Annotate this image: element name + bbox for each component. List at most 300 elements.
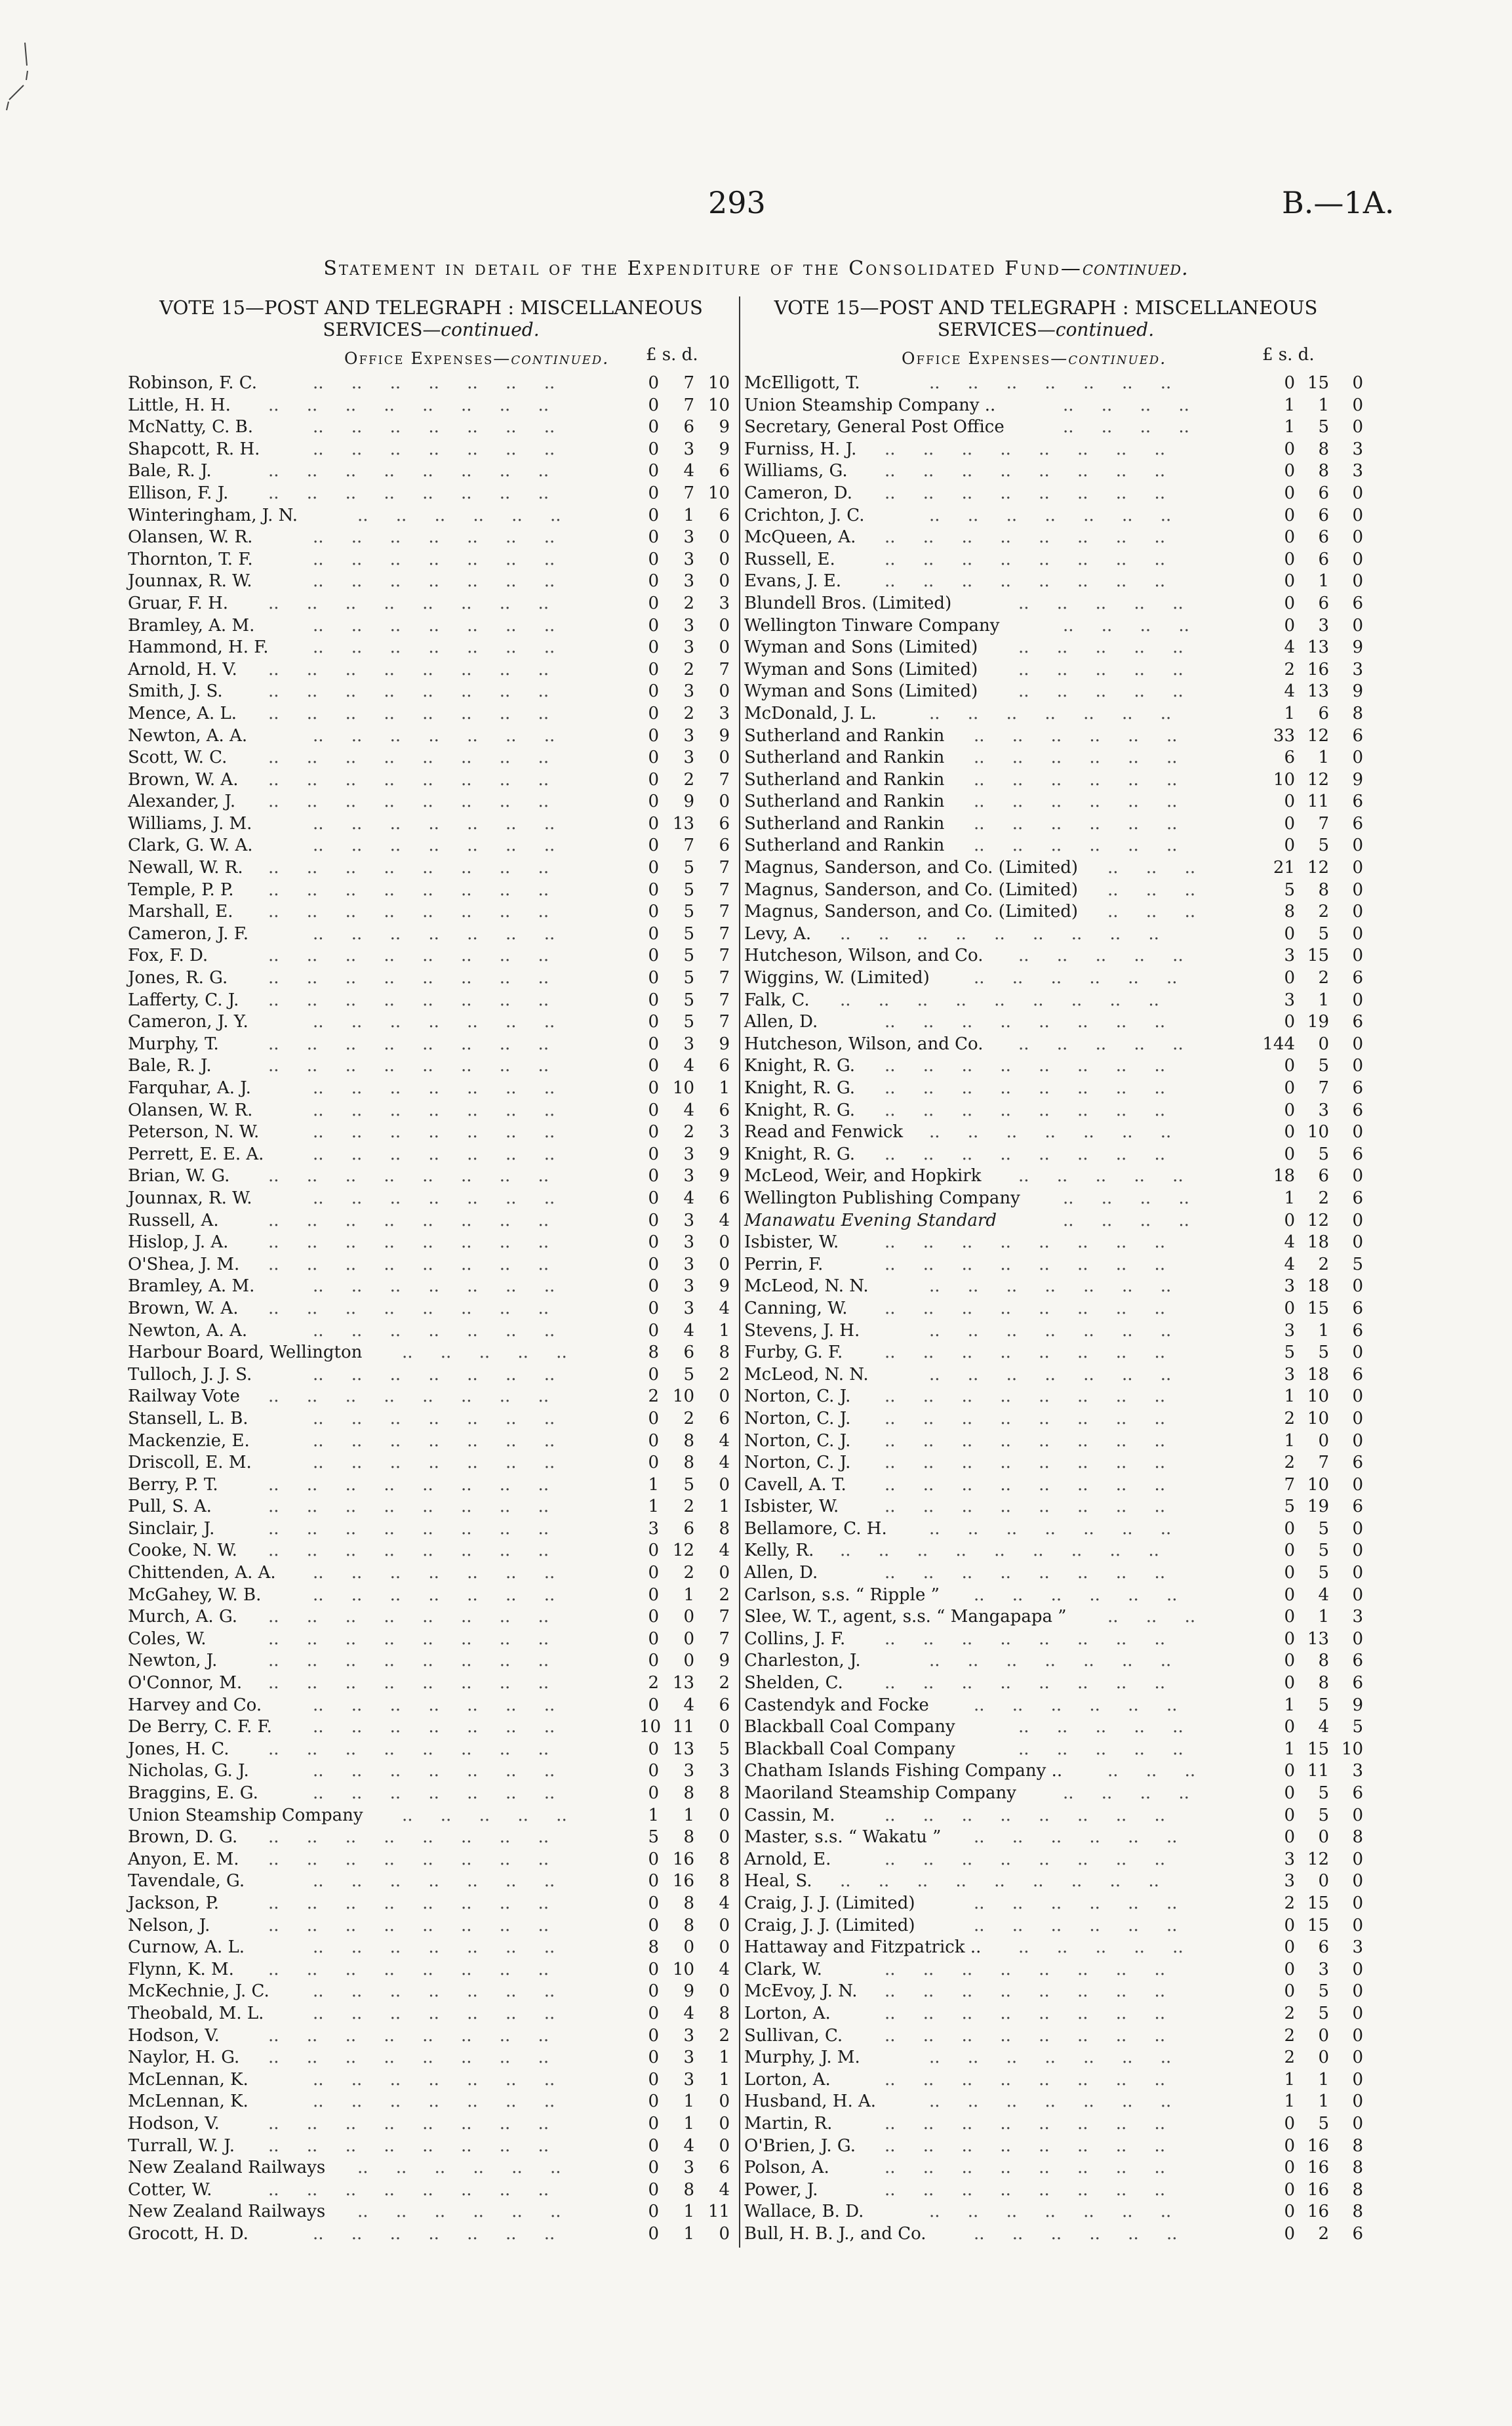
expense-row [744, 1452, 1363, 1474]
pence-value: 7 [719, 858, 730, 878]
leader-dots: .. .. .. .. .. .. .. .. [268, 1034, 549, 1054]
pounds-value: 0 [648, 615, 659, 636]
leader-dots: .. .. .. .. .. .. .. [313, 417, 555, 437]
leader-dots: .. .. .. .. .. .. .. .. [885, 549, 1166, 569]
expense-row [128, 460, 734, 483]
payee-name: McDonald, J. L. [744, 703, 877, 723]
pence-value: 7 [719, 1607, 730, 1627]
pounds-value: 0 [648, 1100, 659, 1120]
expense-row [744, 1915, 1363, 1937]
pounds-value: 0 [1284, 1518, 1295, 1539]
expense-row [128, 747, 734, 769]
pounds-value: 10 [639, 1717, 662, 1737]
leader-dots: .. .. .. .. .. .. .. .. [885, 527, 1166, 548]
shillings-value: 2 [1318, 1254, 1329, 1274]
payee-name: Shelden, C. [744, 1673, 843, 1693]
expense-row [128, 1276, 734, 1298]
pounds-value: 0 [1284, 2135, 1295, 2156]
pence-value: 6 [1352, 725, 1363, 746]
pounds-value: 2 [1284, 659, 1295, 679]
payee-name: Olansen, W. R. [128, 527, 253, 548]
shillings-value: 10 [672, 1078, 694, 1098]
shillings-value: 4 [683, 1100, 694, 1120]
expense-row [128, 571, 734, 593]
payee-name: Blackball Coal Company [744, 1739, 955, 1759]
shillings-value: 5 [1318, 417, 1329, 437]
pence-value: 6 [1352, 1453, 1363, 1473]
shillings-value: 5 [683, 990, 694, 1010]
leader-dots: .. .. .. .. .. .. .. .. [268, 946, 549, 966]
expense-row [744, 571, 1363, 593]
expense-row [128, 2025, 734, 2048]
payee-name: Wyman and Sons (Limited) [744, 659, 978, 679]
payee-name: Power, J. [744, 2179, 818, 2200]
pence-value: 11 [707, 2202, 730, 2222]
pence-value: 0 [1352, 1034, 1363, 1054]
leader-dots: .. .. .. .. .. [1018, 1937, 1184, 1958]
pence-value: 0 [1352, 990, 1363, 1010]
leader-dots: .. .. .. .. .. .. .. .. [268, 1607, 549, 1627]
leader-dots: .. .. .. .. .. .. .. [929, 1518, 1172, 1539]
vote-heading-line1: VOTE 15—POST AND TELEGRAPH : MISCELLANEOUS [774, 296, 1318, 319]
shillings-value: 2 [683, 659, 694, 679]
pounds-value: 4 [1284, 681, 1295, 702]
payee-name: Sutherland and Rankin [744, 769, 945, 790]
pounds-value: 1 [1284, 1188, 1295, 1208]
shillings-value: 5 [1318, 923, 1329, 944]
leader-dots: .. .. .. .. .. [1018, 1034, 1184, 1054]
payee-name: Temple, P. P. [128, 879, 234, 900]
pounds-value: 4 [1284, 637, 1295, 658]
expense-row [128, 1783, 734, 1805]
payee-name: Newall, W. R. [128, 858, 243, 878]
leader-dots: .. .. .. .. .. .. .. .. [268, 681, 549, 702]
shillings-value: 1 [683, 2113, 694, 2133]
payee-name: Russell, A. [128, 1210, 219, 1230]
shillings-value: 1 [1318, 2069, 1329, 2090]
leader-dots: .. .. .. .. .. .. .. [313, 373, 555, 393]
pounds-value: 0 [648, 2069, 659, 2090]
pounds-value: 0 [1284, 505, 1295, 525]
expense-row [744, 1430, 1363, 1453]
pence-value: 2 [719, 2025, 730, 2046]
pence-value: 4 [719, 1430, 730, 1451]
pence-value: 2 [719, 1673, 730, 1693]
payee-name: McGahey, W. B. [128, 1585, 262, 1605]
shillings-value: 13 [1307, 1628, 1329, 1649]
shillings-value: 2 [683, 769, 694, 790]
pence-value: 6 [1352, 1673, 1363, 1693]
expense-row [128, 2135, 734, 2158]
pounds-value: 0 [1284, 549, 1295, 569]
pounds-value: 0 [648, 2135, 659, 2156]
leader-dots: .. .. .. .. .. .. .. .. [268, 483, 549, 503]
expense-row [128, 505, 734, 527]
shillings-value: 5 [683, 1474, 694, 1495]
payee-name: Evans, J. E. [744, 571, 841, 592]
shillings-value: 3 [683, 1254, 694, 1274]
pence-value: 0 [719, 2113, 730, 2133]
pence-value: 0 [1352, 858, 1363, 878]
pounds-value: 4 [1284, 1232, 1295, 1253]
pounds-value: 3 [1284, 1364, 1295, 1385]
payee-name: McLennan, K. [128, 2069, 249, 2090]
payee-name: Cassin, M. [744, 1805, 835, 1825]
leader-dots: .. .. .. .. .. .. .. .. [885, 1430, 1166, 1451]
expense-row [128, 615, 734, 637]
expense-row [128, 373, 734, 395]
leader-dots: .. .. .. .. .. .. .. .. [268, 395, 549, 415]
pounds-value: 0 [648, 2025, 659, 2046]
expense-row [744, 1783, 1363, 1805]
shillings-value: 0 [683, 1937, 694, 1958]
payee-name: Railway Vote [128, 1386, 240, 1407]
payee-name: Driscoll, E. M. [128, 1453, 252, 1473]
pounds-value: 0 [648, 769, 659, 790]
pence-value: 3 [719, 593, 730, 613]
payee-name: Robinson, F. C. [128, 373, 257, 393]
pounds-value: 0 [648, 725, 659, 746]
leader-dots: .. .. .. .. .. .. .. [313, 1937, 555, 1958]
pence-value: 0 [1352, 1166, 1363, 1186]
leader-dots: .. .. .. .. .. .. .. .. [268, 659, 549, 679]
pounds-value: 0 [1284, 1805, 1295, 1825]
pounds-value: 4 [1284, 1254, 1295, 1274]
pounds-value: 0 [1284, 1541, 1295, 1561]
expense-row [128, 1298, 734, 1320]
pounds-value: 5 [1284, 879, 1295, 900]
pounds-value: 2 [1284, 1408, 1295, 1428]
expense-row [744, 1805, 1363, 1827]
leader-dots: .. .. .. .. .. .. .. .. [885, 1078, 1166, 1098]
shillings-value: 1 [683, 505, 694, 525]
leader-dots: .. .. .. .. .. .. .. .. [885, 1298, 1166, 1318]
pence-value: 0 [1352, 2048, 1363, 2068]
payee-name: Wallace, B. D. [744, 2202, 864, 2222]
pounds-value: 5 [1284, 1343, 1295, 1363]
expense-row [744, 923, 1363, 946]
pence-value: 9 [719, 1276, 730, 1297]
leader-dots: .. .. .. .. .. .. .. .. [885, 461, 1166, 481]
pounds-value: 0 [648, 1585, 659, 1605]
leader-dots: .. .. .. .. .. .. .. [929, 1122, 1172, 1142]
pounds-value: 0 [1284, 373, 1295, 393]
pence-value: 0 [1352, 879, 1363, 900]
leader-dots: .. .. .. .. .. .. [357, 505, 561, 525]
shillings-value: 8 [683, 1827, 694, 1848]
pence-value: 8 [719, 1783, 730, 1803]
expense-row [128, 1937, 734, 1959]
payee-name: Norton, C. J. [744, 1453, 851, 1473]
pence-value: 0 [719, 1805, 730, 1825]
leader-dots: .. .. .. .. .. .. .. [313, 1408, 555, 1428]
shillings-value: 8 [683, 1893, 694, 1913]
expense-row [744, 857, 1363, 879]
payee-name: Arnold, E. [744, 1849, 831, 1869]
pence-value: 6 [1352, 1188, 1363, 1208]
shillings-value: 6 [1318, 549, 1329, 569]
pence-value: 0 [1352, 946, 1363, 966]
pounds-value: 1 [648, 1497, 659, 1517]
payee-name: Secretary, General Post Office [744, 417, 1005, 437]
leader-dots: .. .. .. .. .. .. [974, 813, 1178, 834]
shillings-value: 19 [1307, 1497, 1329, 1517]
pounds-value: 0 [1284, 483, 1295, 503]
pence-value: 3 [1352, 659, 1363, 679]
expense-row [128, 2223, 734, 2246]
pence-value: 5 [1352, 1254, 1363, 1274]
pounds-value: 0 [1284, 1078, 1295, 1098]
shillings-value: 2 [683, 703, 694, 723]
leader-dots: .. .. .. .. .. .. .. .. [885, 1805, 1166, 1825]
expense-row [128, 1672, 734, 1695]
pounds-value: 0 [648, 1761, 659, 1781]
expense-row [128, 416, 734, 439]
shillings-value: 5 [1318, 1144, 1329, 1164]
pence-value: 8 [1352, 2135, 1363, 2156]
leader-dots: .. .. .. .. .. .. .. .. [268, 1651, 549, 1671]
shillings-value: 2 [683, 1563, 694, 1583]
pence-value: 0 [1352, 1871, 1363, 1891]
expense-row [128, 857, 734, 879]
pence-value: 9 [1352, 681, 1363, 702]
shillings-value: 6 [1318, 527, 1329, 548]
payee-name: Berry, P. T. [128, 1474, 218, 1495]
payee-name: Thornton, T. F. [128, 549, 253, 569]
expense-row [744, 791, 1363, 813]
payee-name: Jones, H. C. [128, 1739, 229, 1759]
pence-value: 6 [1352, 1144, 1363, 1164]
expense-row [128, 1474, 734, 1497]
payee-name: Blackball Coal Company [744, 1717, 955, 1737]
document-reference: B.—1A. [1282, 185, 1395, 220]
payee-name: Furniss, H. J. [744, 439, 857, 459]
pounds-value: 0 [1284, 813, 1295, 834]
pence-value: 9 [1352, 769, 1363, 790]
leader-dots: .. .. .. .. .. .. .. .. [885, 2135, 1166, 2156]
shillings-value: 5 [1318, 1981, 1329, 2002]
shillings-value: 4 [683, 461, 694, 481]
pounds-value: 0 [648, 1320, 659, 1341]
shillings-value: 6 [1318, 703, 1329, 723]
expense-row [744, 1937, 1363, 1959]
leader-dots: .. .. .. .. .. .. .. .. [268, 593, 549, 613]
leader-dots: .. .. .. .. .. [1018, 946, 1184, 966]
leader-dots: .. .. .. .. .. .. .. [929, 1651, 1172, 1671]
shillings-value: 5 [1318, 2113, 1329, 2133]
pounds-value: 0 [648, 2113, 659, 2133]
pounds-value: 0 [1284, 1937, 1295, 1958]
pounds-value: 0 [1284, 2158, 1295, 2178]
payee-name: Newton, A. A. [128, 1320, 248, 1341]
shillings-value: 2 [1318, 902, 1329, 922]
expense-row [744, 1254, 1363, 1276]
leader-dots: .. .. .. .. .. .. .. [313, 2223, 555, 2244]
pounds-value: 0 [648, 1078, 659, 1098]
shillings-value: 6 [1318, 1166, 1329, 1186]
pence-value: 9 [1352, 637, 1363, 658]
leader-dots: .. .. .. .. .. .. .. [313, 1100, 555, 1120]
leader-dots: .. .. .. .. .. [1018, 637, 1184, 658]
pence-value: 6 [1352, 1651, 1363, 1671]
expense-row [744, 1606, 1363, 1628]
expense-row [744, 1165, 1363, 1188]
expense-row [128, 681, 734, 703]
shillings-value: 18 [1307, 1276, 1329, 1297]
pence-value: 8 [719, 1343, 730, 1363]
pence-value: 6 [719, 1100, 730, 1120]
pounds-value: 0 [1284, 1210, 1295, 1230]
shillings-value: 15 [1307, 946, 1329, 966]
leader-dots: .. .. .. .. .. .. .. .. [268, 1673, 549, 1693]
leader-dots: .. .. .. .. .. .. .. [313, 1453, 555, 1473]
shillings-value: 16 [672, 1849, 694, 1869]
pounds-value: 0 [648, 1276, 659, 1297]
pounds-value: 0 [648, 1188, 659, 1208]
payee-name: Wellington Tinware Company [744, 615, 1000, 636]
expense-row [128, 769, 734, 792]
leader-dots: .. .. .. .. .. .. .. .. [268, 2135, 549, 2156]
pence-value: 0 [1352, 1628, 1363, 1649]
shillings-value: 1 [1318, 2092, 1329, 2112]
pence-value: 0 [719, 1232, 730, 1253]
leader-dots: .. .. .. .. .. .. .. .. [268, 1254, 549, 1274]
pence-value: 6 [719, 1056, 730, 1076]
expense-row [744, 593, 1363, 615]
pounds-value: 0 [1284, 923, 1295, 944]
payee-name: Brown, W. A. [128, 769, 239, 790]
shillings-value: 5 [1318, 2003, 1329, 2023]
shillings-value: 3 [1318, 1959, 1329, 1979]
shillings-value: 1 [683, 1585, 694, 1605]
payee-name: Castendyk and Focke [744, 1695, 929, 1715]
expense-row [744, 681, 1363, 703]
pence-value: 0 [1352, 1232, 1363, 1253]
shillings-value: 8 [683, 1783, 694, 1803]
leader-dots: .. .. .. .. .. .. .. [313, 1364, 555, 1385]
pence-value: 3 [1352, 439, 1363, 459]
pounds-value: 0 [1284, 1298, 1295, 1318]
shillings-value: 3 [683, 725, 694, 746]
shillings-value: 15 [1307, 1915, 1329, 1935]
shillings-value: 2 [683, 593, 694, 613]
expense-row [744, 659, 1363, 681]
pence-value: 0 [1352, 1585, 1363, 1605]
payee-name: Shapcott, R. H. [128, 439, 260, 459]
expense-row [744, 460, 1363, 483]
leader-dots: .. .. .. .. .. .. [974, 1915, 1178, 1935]
expense-row [128, 2179, 734, 2202]
payee-name: O'Brien, J. G. [744, 2135, 856, 2156]
expense-row [128, 813, 734, 836]
payee-name: Sutherland and Rankin [744, 792, 945, 812]
shillings-value: 1 [1318, 1320, 1329, 1341]
leader-dots: .. .. .. .. .. [1018, 1717, 1184, 1737]
pounds-value: 0 [648, 2158, 659, 2178]
expense-row [744, 2157, 1363, 2179]
expense-row [744, 1849, 1363, 1871]
shillings-value: 15 [1307, 373, 1329, 393]
shillings-value: 3 [683, 2048, 694, 2068]
expense-row [128, 1893, 734, 1915]
pence-value: 8 [719, 1849, 730, 1869]
leader-dots: .. .. .. .. .. .. .. .. [885, 439, 1166, 459]
pence-value: 10 [1341, 1739, 1363, 1759]
shillings-value: 0 [1318, 1871, 1329, 1891]
expense-row [744, 1562, 1363, 1585]
pence-value: 9 [719, 725, 730, 746]
payee-name: Brown, D. G. [128, 1827, 238, 1848]
payee-name: Bull, H. B. J., and Co. [744, 2223, 926, 2244]
pounds-value: 0 [1284, 1673, 1295, 1693]
shillings-value: 3 [683, 1232, 694, 1253]
pence-value: 7 [719, 946, 730, 966]
pounds-value: 0 [648, 2003, 659, 2023]
payee-name: McLeod, Weir, and Hopkirk [744, 1166, 982, 1186]
shillings-value: 3 [683, 439, 694, 459]
expense-row [128, 1430, 734, 1453]
expense-row [744, 901, 1363, 923]
shillings-value: 13 [1307, 681, 1329, 702]
shillings-value: 12 [1307, 769, 1329, 790]
pounds-value: 0 [648, 1981, 659, 2002]
pounds-value: 0 [648, 1563, 659, 1583]
shillings-value: 6 [1318, 1937, 1329, 1958]
shillings-value: 19 [1307, 1012, 1329, 1032]
expense-row [128, 1695, 734, 1717]
expense-row [744, 2179, 1363, 2202]
leader-dots: .. .. .. .. .. .. .. .. [885, 1628, 1166, 1649]
expense-row [744, 1496, 1363, 1518]
pounds-value: 0 [648, 505, 659, 525]
pounds-value: 0 [1284, 1783, 1295, 1803]
shillings-value: 1 [1318, 748, 1329, 768]
leader-dots: .. .. .. .. .. .. .. [313, 1144, 555, 1164]
leader-dots: .. .. .. .. [1063, 417, 1189, 437]
payee-name: McElligott, T. [744, 373, 860, 393]
vote-heading-line1: VOTE 15—POST AND TELEGRAPH : MISCELLANEOUS [159, 296, 703, 319]
expense-row [744, 1716, 1363, 1739]
title-continued: continued. [1082, 257, 1189, 280]
shillings-value: 16 [1307, 2202, 1329, 2222]
pounds-value: 2 [648, 1386, 659, 1407]
shillings-value: 5 [683, 946, 694, 966]
expense-row [128, 1518, 734, 1541]
page-title [0, 257, 1512, 280]
pence-value: 1 [719, 1497, 730, 1517]
pence-value: 4 [719, 1959, 730, 1979]
pounds-value: 0 [648, 439, 659, 459]
pounds-value: 1 [1284, 2092, 1295, 2112]
leader-dots: .. .. .. .. [1063, 1210, 1189, 1230]
pounds-value: 0 [648, 968, 659, 988]
shillings-value: 3 [683, 1034, 694, 1054]
pence-value: 0 [1352, 549, 1363, 569]
pence-value: 7 [719, 659, 730, 679]
pence-value: 5 [1352, 1717, 1363, 1737]
pence-value: 0 [719, 2223, 730, 2244]
pence-value: 0 [1352, 902, 1363, 922]
leader-dots: .. .. .. .. .. .. .. .. [268, 1386, 549, 1407]
pence-value: 4 [719, 1893, 730, 1913]
expense-row [744, 527, 1363, 549]
pence-value: 3 [719, 703, 730, 723]
payee-name: Norton, C. J. [744, 1386, 851, 1407]
payee-name: Cooke, N. W. [128, 1541, 237, 1561]
pounds-value: 1 [1284, 417, 1295, 437]
payee-name: Allen, D. [744, 1012, 818, 1032]
shillings-value: 5 [683, 968, 694, 988]
